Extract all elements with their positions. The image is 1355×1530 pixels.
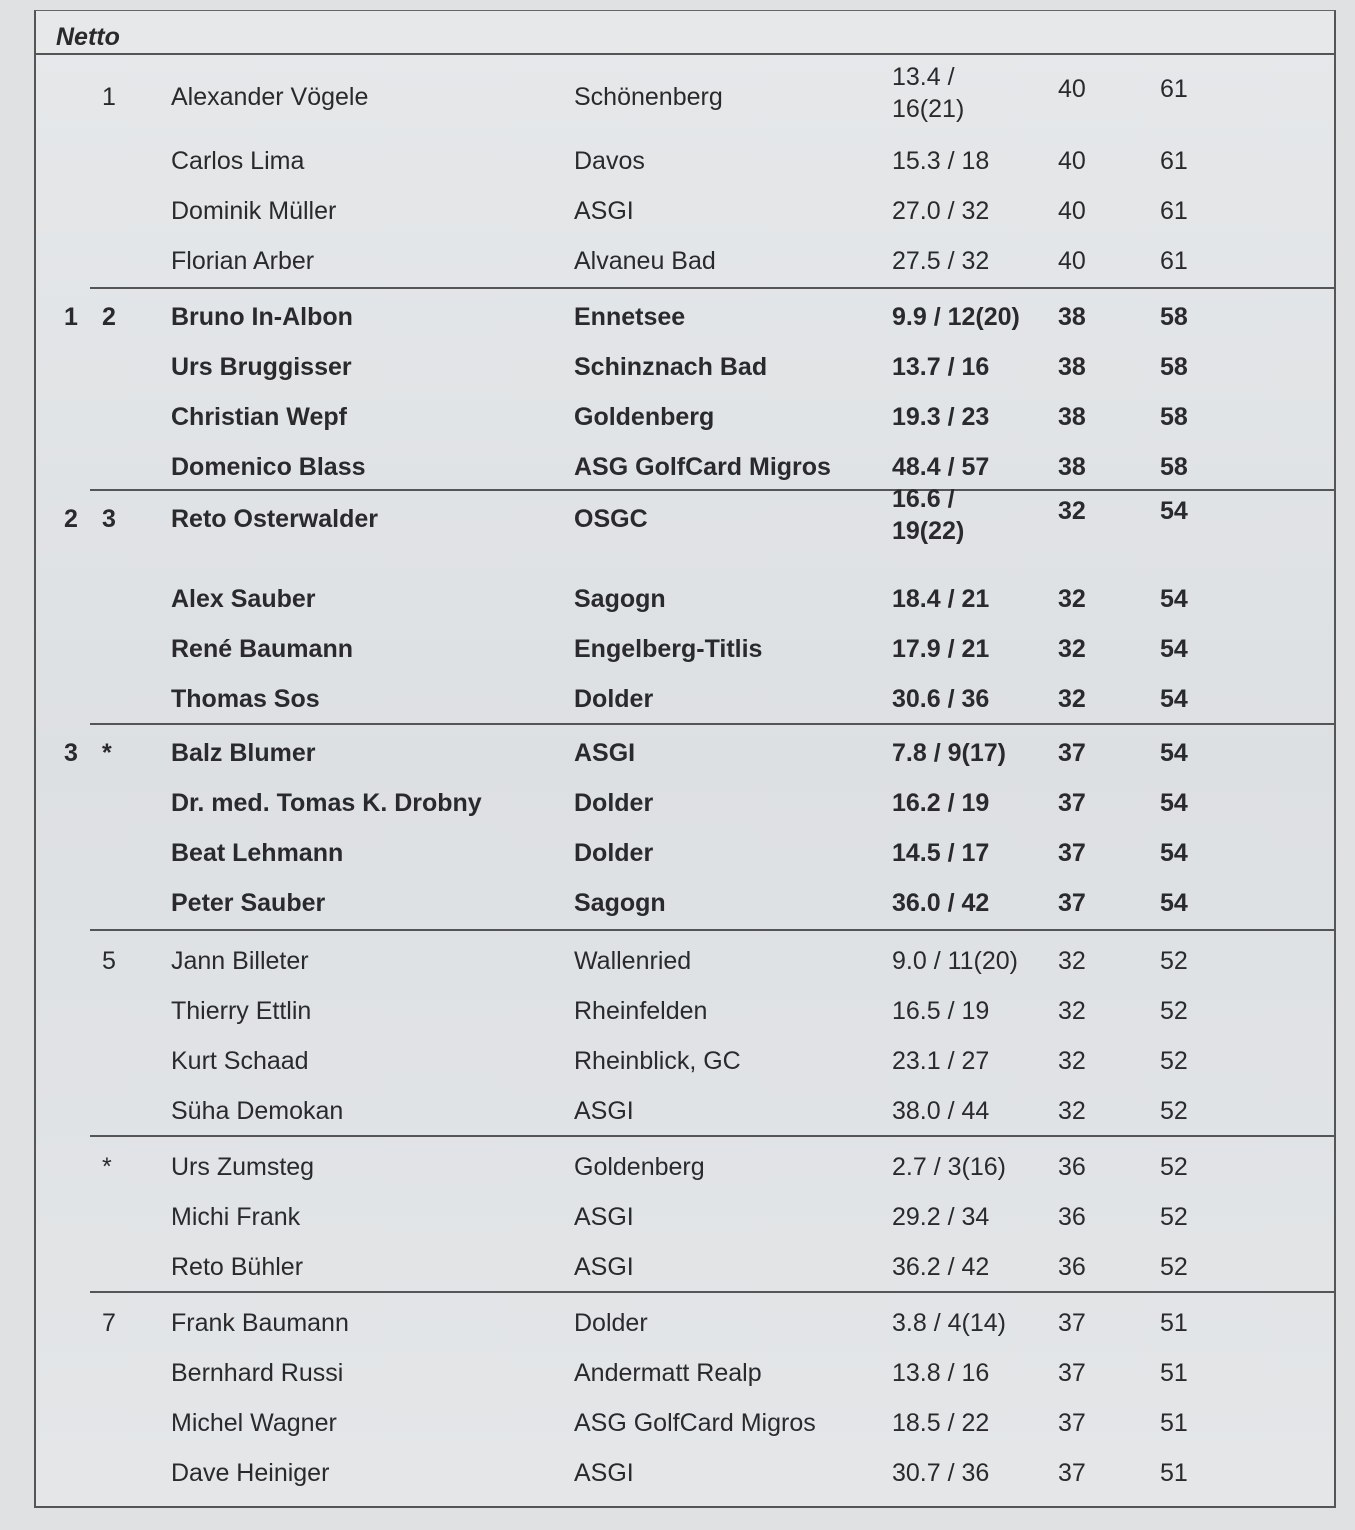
score-cell: 38 [1058,403,1086,431]
score-cell: 32 [1058,685,1086,713]
score-cell: 40 [1058,197,1086,225]
player-name: Peter Sauber [171,889,326,917]
points-cell: 51 [1160,1359,1188,1387]
handicap-cell: 48.4 / 57 [892,453,990,481]
player-name: Urs Zumsteg [171,1153,315,1181]
club-name: Goldenberg [574,403,715,431]
score-cell: 36 [1058,1253,1086,1281]
club-name: Rheinfelden [574,997,708,1025]
score-cell: 38 [1058,353,1086,381]
club-name: ASGI [574,1459,634,1487]
club-name: Ennetsee [574,303,686,331]
points-cell: 52 [1160,997,1188,1025]
points-cell: 54 [1160,685,1188,713]
score-cell: 32 [1058,635,1086,663]
points-cell: 51 [1160,1459,1188,1487]
club-name: ASGI [574,1253,634,1281]
club-name: ASGI [574,739,636,767]
player-name: Jann Billeter [171,947,309,975]
club-name: ASGI [574,1203,634,1231]
handicap-cell: 17.9 / 21 [892,635,990,663]
club-name: Davos [574,147,645,175]
score-cell: 32 [1058,1047,1086,1075]
result-group [64,287,1334,491]
handicap-cell: 30.6 / 36 [892,685,990,713]
handicap-cell: 7.8 / 9(17) [892,739,1006,767]
score-cell: 37 [1058,1409,1086,1437]
handicap-cell: 16.6 / 19(22) [892,485,965,545]
handicap-cell: 13.4 / 16(21) [892,63,965,123]
points-cell: 58 [1160,303,1188,331]
player-name: Domenico Blass [171,453,366,481]
result-group [90,1291,1334,1509]
player-name: Alexander Vögele [171,83,369,111]
handicap-cell: 13.7 / 16 [892,353,990,381]
position-cell: 1 [102,83,116,111]
result-group [64,485,1334,725]
score-cell: 37 [1058,739,1086,767]
points-cell: 61 [1160,247,1188,275]
points-cell: 52 [1160,1253,1188,1281]
points-cell: 61 [1160,75,1188,103]
position-cell: * [102,1153,112,1181]
handicap-cell: 23.1 / 27 [892,1047,990,1075]
points-cell: 54 [1160,889,1188,917]
club-name: Alvaneu Bad [574,247,716,275]
player-name: Florian Arber [171,247,315,275]
section-header [36,11,1334,55]
handicap-cell: 18.5 / 22 [892,1409,990,1437]
score-cell: 32 [1058,1097,1086,1125]
result-group [90,929,1334,1137]
player-name: Dave Heiniger [171,1459,330,1487]
player-name: Alex Sauber [171,585,316,613]
score-cell: 37 [1058,839,1086,867]
points-cell: 54 [1160,585,1188,613]
club-name: Wallenried [574,947,692,975]
handicap-cell: 30.7 / 36 [892,1459,990,1487]
player-name: Michi Frank [171,1203,301,1231]
club-name: Andermatt Realp [574,1359,762,1387]
position-cell: 3 [102,505,116,533]
rank-cell: 1 [64,303,78,331]
position-cell: * [102,739,112,767]
player-name: Thierry Ettlin [171,997,312,1025]
points-cell: 54 [1160,739,1188,767]
club-name: ASGI [574,197,634,225]
handicap-cell: 16.2 / 19 [892,789,990,817]
result-group [64,723,1334,931]
club-name: ASG GolfCard Migros [574,453,831,481]
points-cell: 51 [1160,1409,1188,1437]
points-cell: 61 [1160,197,1188,225]
score-cell: 36 [1058,1203,1086,1231]
points-cell: 58 [1160,353,1188,381]
score-cell: 32 [1058,585,1086,613]
handicap-cell: 27.5 / 32 [892,247,990,275]
handicap-cell: 38.0 / 44 [892,1097,990,1125]
score-cell: 40 [1058,247,1086,275]
points-cell: 52 [1160,1047,1188,1075]
club-name: Rheinblick, GC [574,1047,741,1075]
points-cell: 52 [1160,1203,1188,1231]
handicap-cell: 9.0 / 11(20) [892,947,1019,975]
handicap-cell: 18.4 / 21 [892,585,990,613]
rank-cell: 2 [64,505,78,533]
player-name: Thomas Sos [171,685,320,713]
handicap-cell: 3.8 / 4(14) [892,1309,1006,1337]
points-cell: 58 [1160,403,1188,431]
player-name: Beat Lehmann [171,839,344,867]
club-name: ASGI [574,1097,634,1125]
player-name: René Baumann [171,635,353,663]
player-name: Michel Wagner [171,1409,337,1437]
club-name: Dolder [574,685,654,713]
result-group [90,1135,1334,1293]
handicap-cell: 9.9 / 12(20) [892,303,1020,331]
score-cell: 37 [1058,1359,1086,1387]
handicap-cell: 27.0 / 32 [892,197,990,225]
player-name: Christian Wepf [171,403,347,431]
rank-cell: 3 [64,739,78,767]
club-name: Engelberg-Titlis [574,635,763,663]
club-name: OSGC [574,505,648,533]
player-name: Carlos Lima [171,147,305,175]
player-name: Reto Bühler [171,1253,304,1281]
handicap-cell: 14.5 / 17 [892,839,990,867]
position-cell: 7 [102,1309,116,1337]
score-cell: 37 [1058,789,1086,817]
points-cell: 54 [1160,789,1188,817]
player-name: Süha Demokan [171,1097,344,1125]
score-cell: 37 [1058,1459,1086,1487]
club-name: Dolder [574,1309,648,1337]
handicap-cell: 36.2 / 42 [892,1253,990,1281]
points-cell: 54 [1160,839,1188,867]
points-cell: 54 [1160,635,1188,663]
club-name: Dolder [574,789,654,817]
points-cell: 58 [1160,453,1188,481]
score-cell: 37 [1058,889,1086,917]
player-name: Kurt Schaad [171,1047,309,1075]
handicap-cell: 16.5 / 19 [892,997,990,1025]
points-cell: 52 [1160,1153,1188,1181]
score-cell: 37 [1058,1309,1086,1337]
position-cell: 2 [102,303,116,331]
club-name: Dolder [574,839,654,867]
score-cell: 38 [1058,303,1086,331]
section-title: Netto [56,23,120,51]
score-cell: 38 [1058,453,1086,481]
club-name: Schönenberg [574,83,723,111]
score-cell: 32 [1058,497,1086,525]
score-cell: 32 [1058,947,1086,975]
player-name: Reto Osterwalder [171,505,379,533]
handicap-cell: 2.7 / 3(16) [892,1153,1006,1181]
points-cell: 52 [1160,947,1188,975]
points-cell: 61 [1160,147,1188,175]
score-cell: 40 [1058,75,1086,103]
club-name: Goldenberg [574,1153,705,1181]
club-name: Schinznach Bad [574,353,768,381]
player-name: Frank Baumann [171,1309,349,1337]
points-cell: 52 [1160,1097,1188,1125]
club-name: ASG GolfCard Migros [574,1409,816,1437]
handicap-cell: 36.0 / 42 [892,889,990,917]
player-name: Dominik Müller [171,197,337,225]
player-name: Urs Bruggisser [171,353,352,381]
points-cell: 54 [1160,497,1188,525]
position-cell: 5 [102,947,116,975]
score-cell: 40 [1058,147,1086,175]
player-name: Bernhard Russi [171,1359,344,1387]
score-cell: 36 [1058,1153,1086,1181]
club-name: Sagogn [574,889,666,917]
handicap-cell: 19.3 / 23 [892,403,990,431]
player-name: Bruno In-Albon [171,303,353,331]
player-name: Balz Blumer [171,739,316,767]
handicap-cell: 29.2 / 34 [892,1203,990,1231]
results-sheet [34,10,1336,1508]
result-group [36,53,1334,287]
club-name: Sagogn [574,585,666,613]
points-cell: 51 [1160,1309,1188,1337]
player-name: Dr. med. Tomas K. Drobny [171,789,482,817]
handicap-cell: 13.8 / 16 [892,1359,990,1387]
score-cell: 32 [1058,997,1086,1025]
handicap-cell: 15.3 / 18 [892,147,990,175]
